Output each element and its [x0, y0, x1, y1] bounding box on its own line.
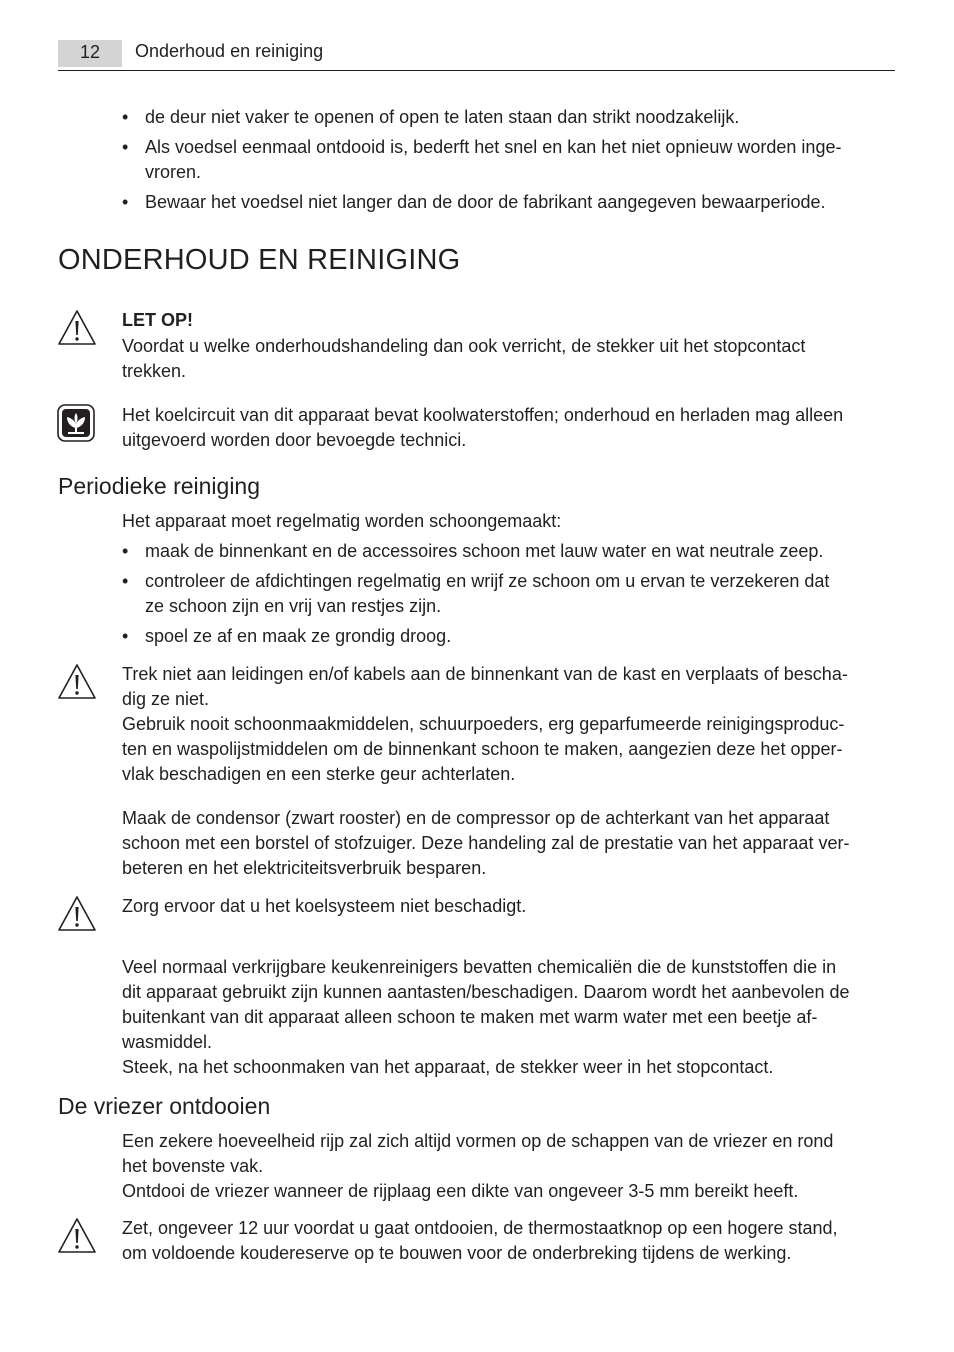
list-item-continuation: vroren. — [145, 162, 202, 182]
caution-text: trekken. — [122, 361, 187, 381]
warning-triangle-icon — [57, 1217, 97, 1254]
page-number: 12 — [79, 42, 101, 62]
list-item: Bewaar het voedsel niet langer dan de door de fabrikant aangegeven bewaarperiode. — [145, 192, 826, 212]
list-item: controleer de afdichtingen regelmatig en wrijf ze schoon om u ervan te verzekeren dat — [145, 571, 830, 591]
cleaners-text: buitenkant van dit apparaat alleen schoon te maken met warm water met een beetje af- — [122, 1007, 818, 1027]
header-rule — [58, 70, 895, 71]
section-heading-periodic: Periodieke reiniging — [58, 473, 261, 499]
condensor-text: beteren en het elektriciteitsverbruik besparen. — [122, 858, 487, 878]
section-heading-defrost: De vriezer ontdooien — [58, 1093, 271, 1119]
cleaners-text: dit apparaat gebruikt zijn kunnen aantasten/beschadigen. Daarom wordt het aanbevolen de — [122, 982, 850, 1002]
defrost-text: het bovenste vak. — [122, 1156, 264, 1176]
bullet-dot: • — [122, 192, 129, 212]
warning-text: dig ze niet. — [122, 689, 210, 709]
condensor-text: Maak de condensor (zwart rooster) en de compressor op de achterkant van het apparaat — [122, 808, 830, 828]
refrigerant-note: Het koelcircuit van dit apparaat bevat koolwaterstoffen; onderhoud en herladen mag alleen — [122, 405, 844, 425]
refrigerant-note: uitgevoerd worden door bevoegde technici. — [122, 430, 467, 450]
warning-text: om voldoende koudereserve op te bouwen voor de onderbreking tijdens de werking. — [122, 1243, 792, 1263]
defrost-text: Ontdooi de vriezer wanneer de rijplaag een dikte van ongeveer 3-5 mm bereikt heeft. — [122, 1181, 799, 1201]
cleaners-text: Veel normaal verkrijgbare keukenreinigers bevatten chemicaliën die de kunststoffen die in — [122, 957, 837, 977]
bullet-dot: • — [122, 541, 129, 561]
list-item: maak de binnenkant en de accessoires schoon met lauw water en wat neutrale zeep. — [145, 541, 824, 561]
warning-text: vlak beschadigen en een sterke geur achterlaten. — [122, 764, 516, 784]
caution-title: LET OP! — [122, 310, 193, 330]
periodic-intro: Het apparaat moet regelmatig worden schoongemaakt: — [122, 511, 562, 531]
defrost-text: Een zekere hoeveelheid rijp zal zich altijd vormen op de schappen van de vriezer en rond — [122, 1131, 834, 1151]
condensor-text: schoon met een borstel of stofzuiger. Deze handeling zal de prestatie van het apparaat ver- — [122, 833, 850, 853]
warning-text: Gebruik nooit schoonmaakmiddelen, schuurpoeders, erg geparfumeerde reinigingsproduc- — [122, 714, 845, 734]
warning-text: Zet, ongeveer 12 uur voordat u gaat ontdooien, de thermostaatknop op een hogere stand, — [122, 1218, 838, 1238]
main-heading: ONDERHOUD EN REINIGING — [58, 244, 461, 276]
list-item: spoel ze af en maak ze grondig droog. — [145, 626, 452, 646]
bullet-dot: • — [122, 571, 129, 591]
caution-text: Voordat u welke onderhoudshandeling dan ook verricht, de stekker uit het stopcontact — [122, 336, 806, 356]
running-header-title: Onderhoud en reiniging — [135, 41, 324, 61]
environment-icon — [57, 404, 95, 442]
list-item-continuation: ze schoon zijn en vrij van restjes zijn. — [145, 596, 442, 616]
warning-triangle-icon — [57, 309, 97, 346]
warning-triangle-icon — [57, 663, 97, 700]
bullet-dot: • — [122, 137, 129, 157]
cleaners-text: wasmiddel. — [122, 1032, 213, 1052]
bullet-dot: • — [122, 626, 129, 646]
warning-text: ten en waspolijstmiddelen om de binnenkant schoon te maken, aangezien deze het opper- — [122, 739, 843, 759]
warning-text: Zorg ervoor dat u het koelsysteem niet beschadigt. — [122, 896, 527, 916]
list-item: Als voedsel eenmaal ontdooid is, bederft het snel en kan het niet opnieuw worden inge- — [145, 137, 842, 157]
warning-text: Trek niet aan leidingen en/of kabels aan de binnenkant van de kast en verplaats of bescha- — [122, 664, 848, 684]
cleaners-text: Steek, na het schoonmaken van het apparaat, de stekker weer in het stopcontact. — [122, 1057, 774, 1077]
bullet-dot: • — [122, 107, 129, 127]
warning-triangle-icon — [57, 895, 97, 932]
list-item: de deur niet vaker te openen of open te laten staan dan strikt noodzakelijk. — [145, 107, 740, 127]
